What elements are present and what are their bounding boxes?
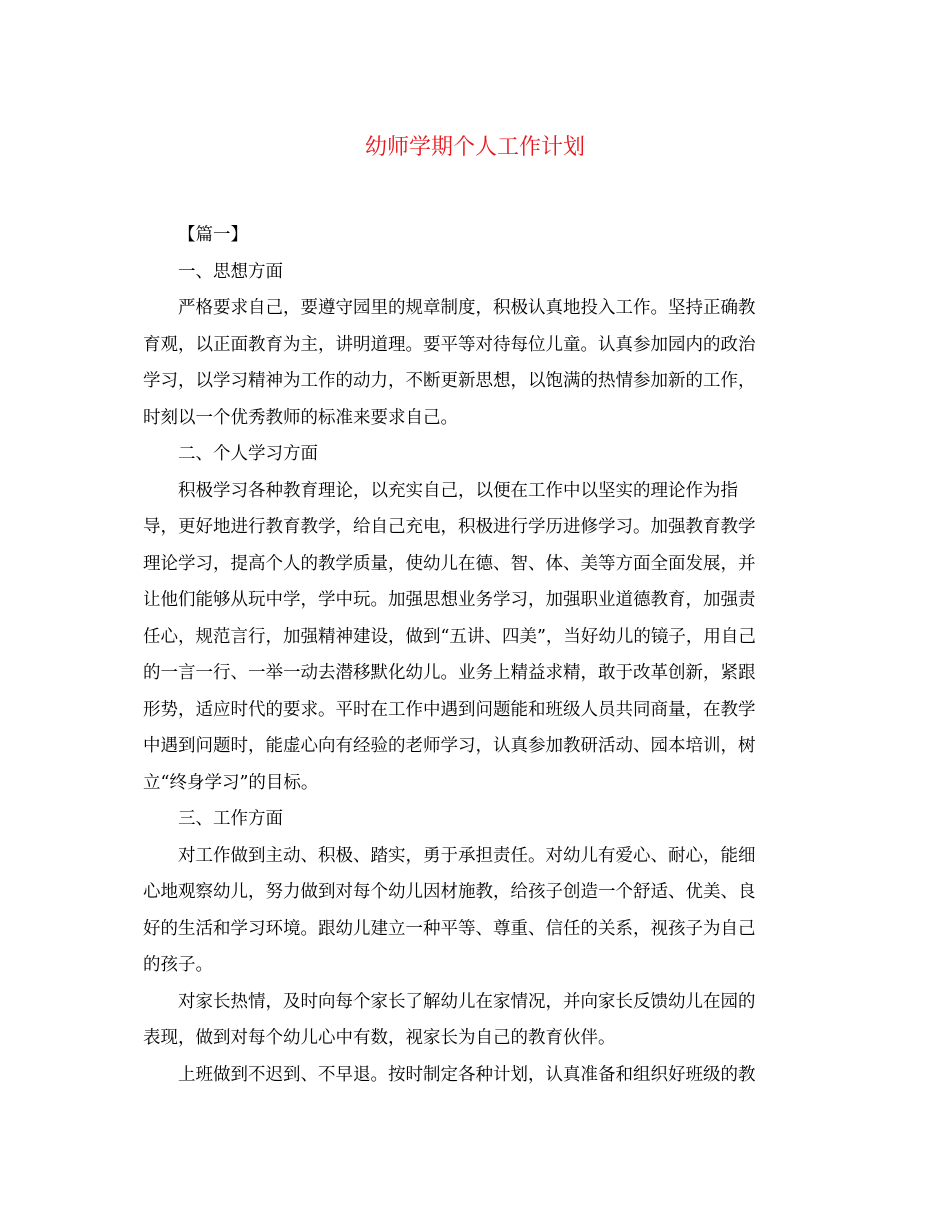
text-line: 二、个人学习方面 — [178, 444, 318, 464]
text-line: 任心，规范言行，加强精神建设，做到“五讲、四美”，当好幼儿的镜子，用自己 — [143, 626, 756, 647]
text-line: 中遇到问题时，能虚心向有经验的老师学习，认真参加教研活动、园本培训，树 — [143, 736, 756, 756]
text-line: 形势，适应时代的要求。平时在工作中遇到问题能和班级人员共同商量，在教学 — [143, 699, 756, 720]
document-title: 幼师学期个人工作计划 — [364, 135, 585, 160]
text-line: 立“终身学习”的目标。 — [143, 772, 319, 793]
text-line: 上班做到不迟到、不早退。按时制定各种计划，认真准备和组织好班级的教 — [178, 1064, 756, 1085]
text-line: 【篇一】 — [178, 225, 248, 245]
text-line: 一、思想方面 — [178, 261, 283, 282]
text-line: 对家长热情，及时向每个家长了解幼儿在家情况，并向家长反馈幼儿在园的 — [178, 991, 756, 1012]
text-line: 的孩子。 — [143, 955, 213, 975]
text-line: 学习，以学习精神为工作的动力，不断更新思想，以饱满的热情参加新的工作， — [143, 371, 756, 391]
text-line: 心地观察幼儿，努力做到对每个幼儿因材施教，给孩子创造一个舒适、优美、良 — [143, 882, 756, 902]
text-line: 让他们能够从玩中学，学中玩。加强思想业务学习，加强职业道德教育，加强责 — [143, 590, 756, 610]
text-line: 育观，以正面教育为主，讲明道理。要平等对待每位儿童。认真参加园内的政治 — [143, 334, 756, 355]
text-line: 导，更好地进行教育教学，给自己充电，积极进行学历进修学习。加强教育教学 — [143, 517, 756, 537]
text-line: 理论学习，提高个人的教学质量，使幼儿在德、智、体、美等方面全面发展，并 — [143, 553, 756, 574]
text-line: 严格要求自己，要遵守园里的规章制度，积极认真地投入工作。坚持正确教 — [178, 298, 756, 318]
text-line: 好的生活和学习环境。跟幼儿建立一种平等、尊重、信任的关系，视孩子为自己 — [143, 918, 756, 939]
text-line: 的一言一行、一举一动去潜移默化幼儿。业务上精益求精，敢于改革创新，紧跟 — [143, 663, 756, 683]
text-line: 对工作做到主动、积极、踏实，勇于承担责任。对幼儿有爱心、耐心，能细 — [178, 845, 756, 866]
text-line: 积极学习各种教育理论，以充实自己，以便在工作中以坚实的理论作为指 — [178, 480, 738, 501]
text-line: 时刻以一个优秀教师的标准来要求自己。 — [143, 407, 458, 428]
document-body — [143, 217, 803, 1093]
text-line: 三、工作方面 — [178, 809, 283, 829]
text-line: 表现，做到对每个幼儿心中有数，视家长为自己的教育伙伴。 — [143, 1028, 616, 1048]
